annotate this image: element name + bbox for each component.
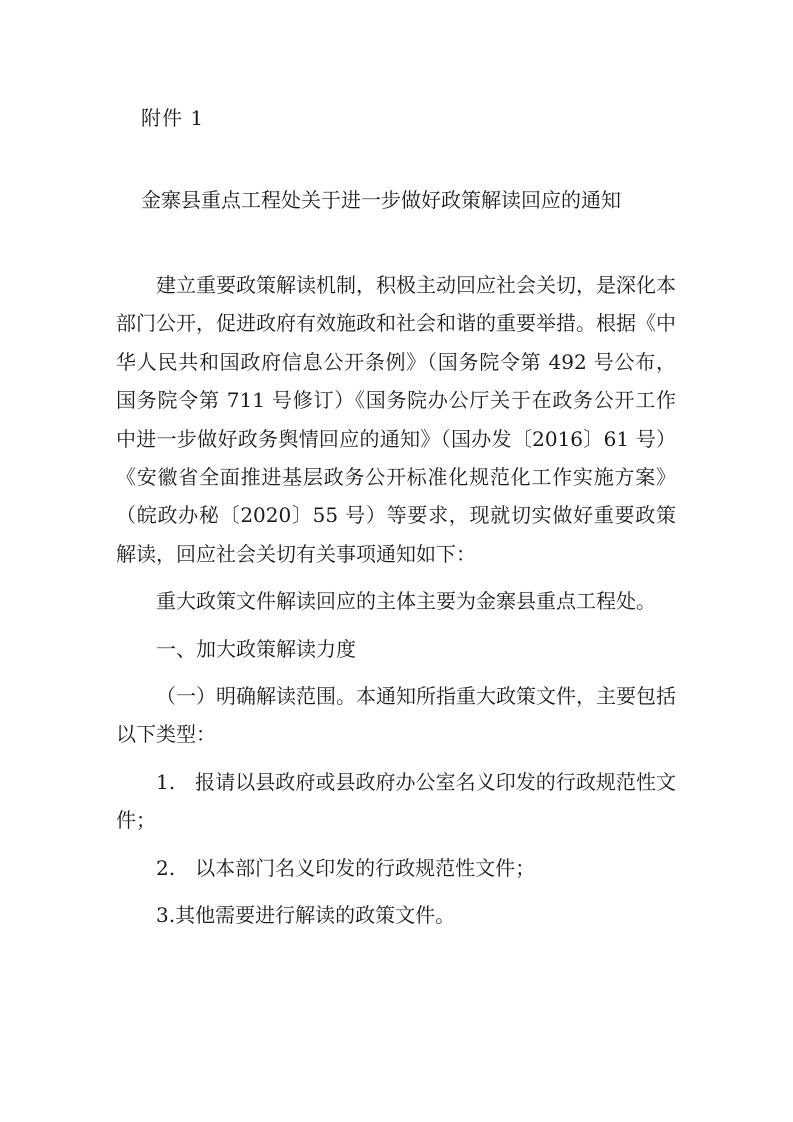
paragraph-subject: 重大政策文件解读回应的主体主要为金寨县重点工程处。 <box>156 589 656 614</box>
paragraph-intro: 建立重要政策解读机制，积极主动回应社会关切，是深化本部门公开，促进政府有效施政和社会和谐的重要举措。根据《中华人民共和国政府信息公开条例》（国务院令第 492 号公布，国务院令第 711 号修订）《国务院办公厅关于在政务公开工作中进一步做好政务舆情回应的通知》（国办发〔2016〕61 号）《安徽省全面推进基层政务公开标准化规范化工作实施方案》（皖政办秘〔2020〕55 号）等要求，现就切实做好重要政策解读，回应社会关切有关事项通知如下： <box>116 273 676 566</box>
section-heading-1: 一、加大政策解读力度 <box>156 636 356 661</box>
attachment-label: 附件 1 <box>141 106 205 130</box>
subsection-scope: （一）明确解读范围。本通知所指重大政策文件，主要包括以下类型： <box>116 684 676 747</box>
document-title: 金寨县重点工程处关于进一步做好政策解读回应的通知 <box>141 188 621 212</box>
list-item-2: 2. 以本部门名义印发的行政规范性文件； <box>156 855 536 880</box>
list-item-3: 3.其他需要进行解读的政策文件。 <box>156 903 456 928</box>
list-item-1: 1. 报请以县政府或县政府办公室名义印发的行政规范性文件； <box>116 769 676 833</box>
document-body <box>116 266 676 935</box>
